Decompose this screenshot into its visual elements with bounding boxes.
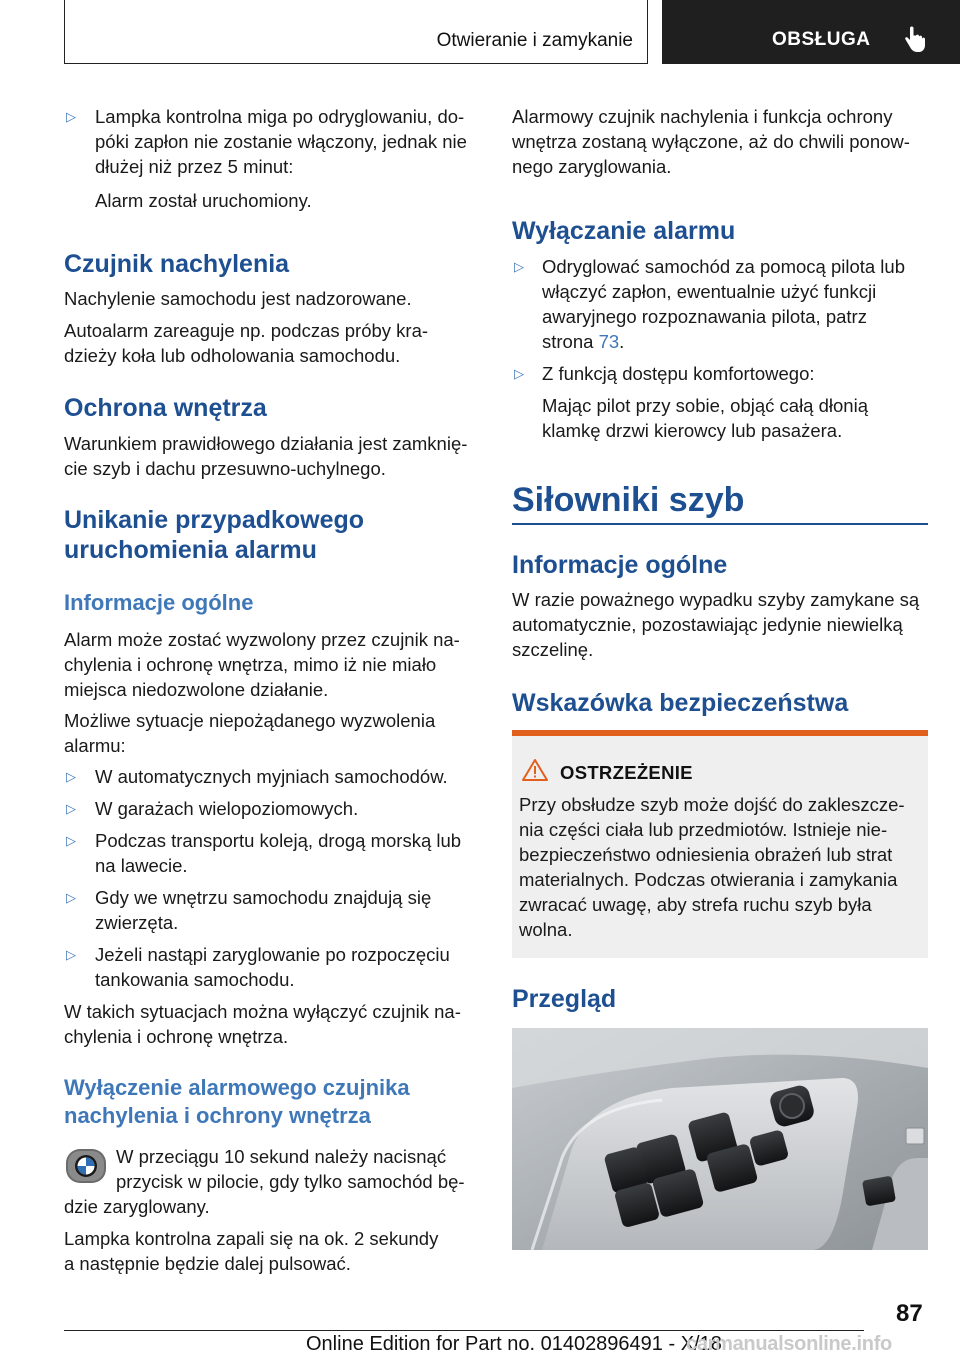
paragraph: [64, 708, 435, 758]
text-line: chylenia i ochronę wnętrza.: [64, 1026, 289, 1047]
paragraph: Nachylenie samochodu jest nadzorowane.: [64, 288, 412, 309]
bullet-triangle-icon: ▷: [66, 947, 76, 962]
bullet-triangle-icon: ▷: [66, 801, 76, 816]
warning-title: OSTRZEŻENIE: [560, 762, 693, 783]
text-line: Podczas transportu koleją, drogą morską lub: [95, 830, 462, 851]
text-line: W razie poważnego wypadku szyby zamykane są: [512, 589, 920, 610]
text-line: Możliwe sytuacje niepożądanego wyzwolenia: [64, 710, 436, 731]
text-line: wolna.: [519, 919, 573, 940]
text-line: zwierzęta.: [95, 912, 179, 933]
heading-silowniki: Siłowniki szyb: [512, 481, 745, 519]
footer-edition: Online Edition for Part no. 01402896491 - X/18: [306, 1333, 722, 1355]
text-line: wnętrza zostaną wyłączone, aż do chwili ponow-: [512, 131, 910, 152]
text-line: Jeżeli nastąpi zaryglowanie po rozpoczęciu: [95, 944, 450, 965]
paragraph: [64, 627, 460, 702]
text-line: włączyć zapłon, ewentualnie użyć funkcji: [542, 281, 877, 302]
subheading-informacje-ogolne: Informacje ogólne: [512, 551, 728, 579]
text-line: Alarm może zostać wyzwolony przez czujnik na-: [64, 629, 460, 650]
bullet-triangle-icon: ▷: [66, 890, 76, 905]
page-number: 87: [896, 1300, 923, 1327]
text-line: Mając pilot przy sobie, objąć całą dłonią: [542, 395, 868, 416]
paragraph: [116, 1144, 465, 1194]
text-line: zwracać uwagę, aby strefa ruchu szyb była: [519, 894, 872, 915]
text-line: przycisk w pilocie, gdy tylko samochód bę-: [116, 1171, 465, 1192]
bullet-triangle-icon: ▷: [66, 769, 76, 784]
heading-line: Unikanie przypadkowego: [64, 506, 365, 534]
text-line: dzieży koła lub odholowania samochodu.: [64, 345, 401, 366]
section-title: OBSŁUGA: [772, 29, 871, 50]
text-fragment: .: [619, 331, 625, 352]
text-fragment: strona: [542, 331, 599, 352]
paragraph: [64, 999, 461, 1049]
heading-czujnik: Czujnik nachylenia: [64, 250, 290, 278]
heading-line: nachylenia i ochrony wnętrza: [64, 1103, 371, 1128]
text-line: alarmu:: [64, 735, 126, 756]
bullet-triangle-icon: ▷: [514, 259, 524, 274]
text-line: cie szyb i dachu przesuwno-uchylnego.: [64, 458, 386, 479]
list-item: W automatycznych myjniach samochodów.: [95, 766, 448, 787]
heading-wskazowka: Wskazówka bezpieczeństwa: [512, 689, 849, 717]
heading-przeglad: Przegląd: [512, 985, 617, 1013]
list-item: W garażach wielopoziomowych.: [95, 798, 359, 819]
list-item: [542, 254, 905, 354]
list-item: [95, 942, 450, 992]
subheading-wylaczenie: [64, 1074, 410, 1130]
text-line: Alarmowy czujnik nachylenia i funkcja ochrony: [512, 106, 893, 127]
window-switch-panel-photo: [512, 1028, 928, 1250]
text-line: a następnie będzie dalej pulsować.: [64, 1253, 351, 1274]
bullet-triangle-icon: ▷: [66, 833, 76, 848]
text-line: nia części ciała lub przedmiotów. Istnieje nie-: [519, 819, 888, 840]
warning-box: [512, 730, 928, 958]
heading-line: Wyłączenie alarmowego czujnika: [64, 1075, 410, 1100]
text-line: Lampka kontrolna zapali się na ok. 2 sekundy: [64, 1228, 439, 1249]
text-line: klamkę drzwi kierowcy lub pasażera.: [542, 420, 843, 441]
window-switch-panel-illustration: [512, 1028, 928, 1250]
text-line: W przeciągu 10 sekund należy nacisnąć: [116, 1146, 447, 1167]
watermark: carmanualsonline.info: [686, 1333, 892, 1355]
text-line: Odryglować samochód za pomocą pilota lub: [542, 256, 905, 277]
text-line: awaryjnego rozpoznawania pilota, patrz: [542, 306, 867, 327]
bullet-triangle-icon: ▷: [514, 366, 524, 381]
text-line: dłużej niż przez 5 minut:: [95, 156, 294, 177]
text-line: [542, 329, 905, 354]
heading-underline: [512, 523, 928, 525]
text-line: chylenia i ochronę wnętrza, mimo iż nie miało: [64, 654, 437, 675]
text-line: póki zapłon nie zostanie włączony, jednak nie: [95, 131, 467, 152]
text-line: materialnych. Podczas otwierania i zamykania: [519, 869, 898, 890]
warning-text: [519, 792, 919, 942]
subheading-informacje: Informacje ogólne: [64, 590, 254, 615]
paragraph: [64, 318, 428, 368]
text-line: W takich sytuacjach można wyłączyć czujnik na-: [64, 1001, 461, 1022]
paragraph: [512, 587, 919, 662]
bullet-triangle-icon: ▷: [66, 109, 76, 124]
paragraph: [64, 1226, 438, 1276]
heading-wylaczanie: Wyłączanie alarmu: [512, 217, 736, 245]
text-line: Autoalarm zareaguje np. podczas próby kra-: [64, 320, 429, 341]
list-item: [95, 828, 461, 878]
text-line: na lawecie.: [95, 855, 188, 876]
paragraph: dzie zaryglowany.: [64, 1196, 210, 1217]
text-line: Przy obsłudze szyb może dojść do zakleszcze-: [519, 794, 905, 815]
text-line: Warunkiem prawidłowego działania jest zamknię-: [64, 433, 468, 454]
text-line: bezpieczeństwo odniesienia obrażeń lub strat: [519, 844, 893, 865]
header-chapter-box: [64, 0, 648, 64]
warning-triangle-icon: [522, 758, 548, 782]
paragraph: [512, 104, 910, 179]
footer-divider: [64, 1330, 864, 1331]
text-line: automatycznie, pozostawiając jedynie niewielką: [512, 614, 903, 635]
bullet-indicator-sub: Alarm został uruchomiony.: [95, 190, 312, 211]
chapter-title: Otwieranie i zamykanie: [436, 30, 633, 51]
text-line: miejsca niedozwolone działanie.: [64, 679, 329, 700]
heading-line: uruchomienia alarmu: [64, 536, 317, 564]
page-link[interactable]: 73: [598, 331, 620, 352]
text-line: Lampka kontrolna miga po odryglowaniu, do-: [95, 106, 465, 127]
heading-unikanie: [64, 505, 364, 565]
car-key-icon: [64, 1146, 108, 1186]
list-item: [95, 885, 431, 935]
pointing-hand-icon: [898, 25, 928, 55]
list-item: Z funkcją dostępu komfortowego:: [542, 363, 815, 384]
header-section-box: [662, 0, 960, 64]
heading-ochrona: Ochrona wnętrza: [64, 394, 267, 422]
text-line: nego zaryglowania.: [512, 156, 672, 177]
text-line: Gdy we wnętrzu samochodu znajdują się: [95, 887, 432, 908]
paragraph: [64, 431, 467, 481]
text-line: szczelinę.: [512, 639, 594, 660]
text-line: tankowania samochodu.: [95, 969, 295, 990]
list-item-sub: [542, 393, 868, 443]
bullet-indicator-text: [95, 104, 467, 179]
